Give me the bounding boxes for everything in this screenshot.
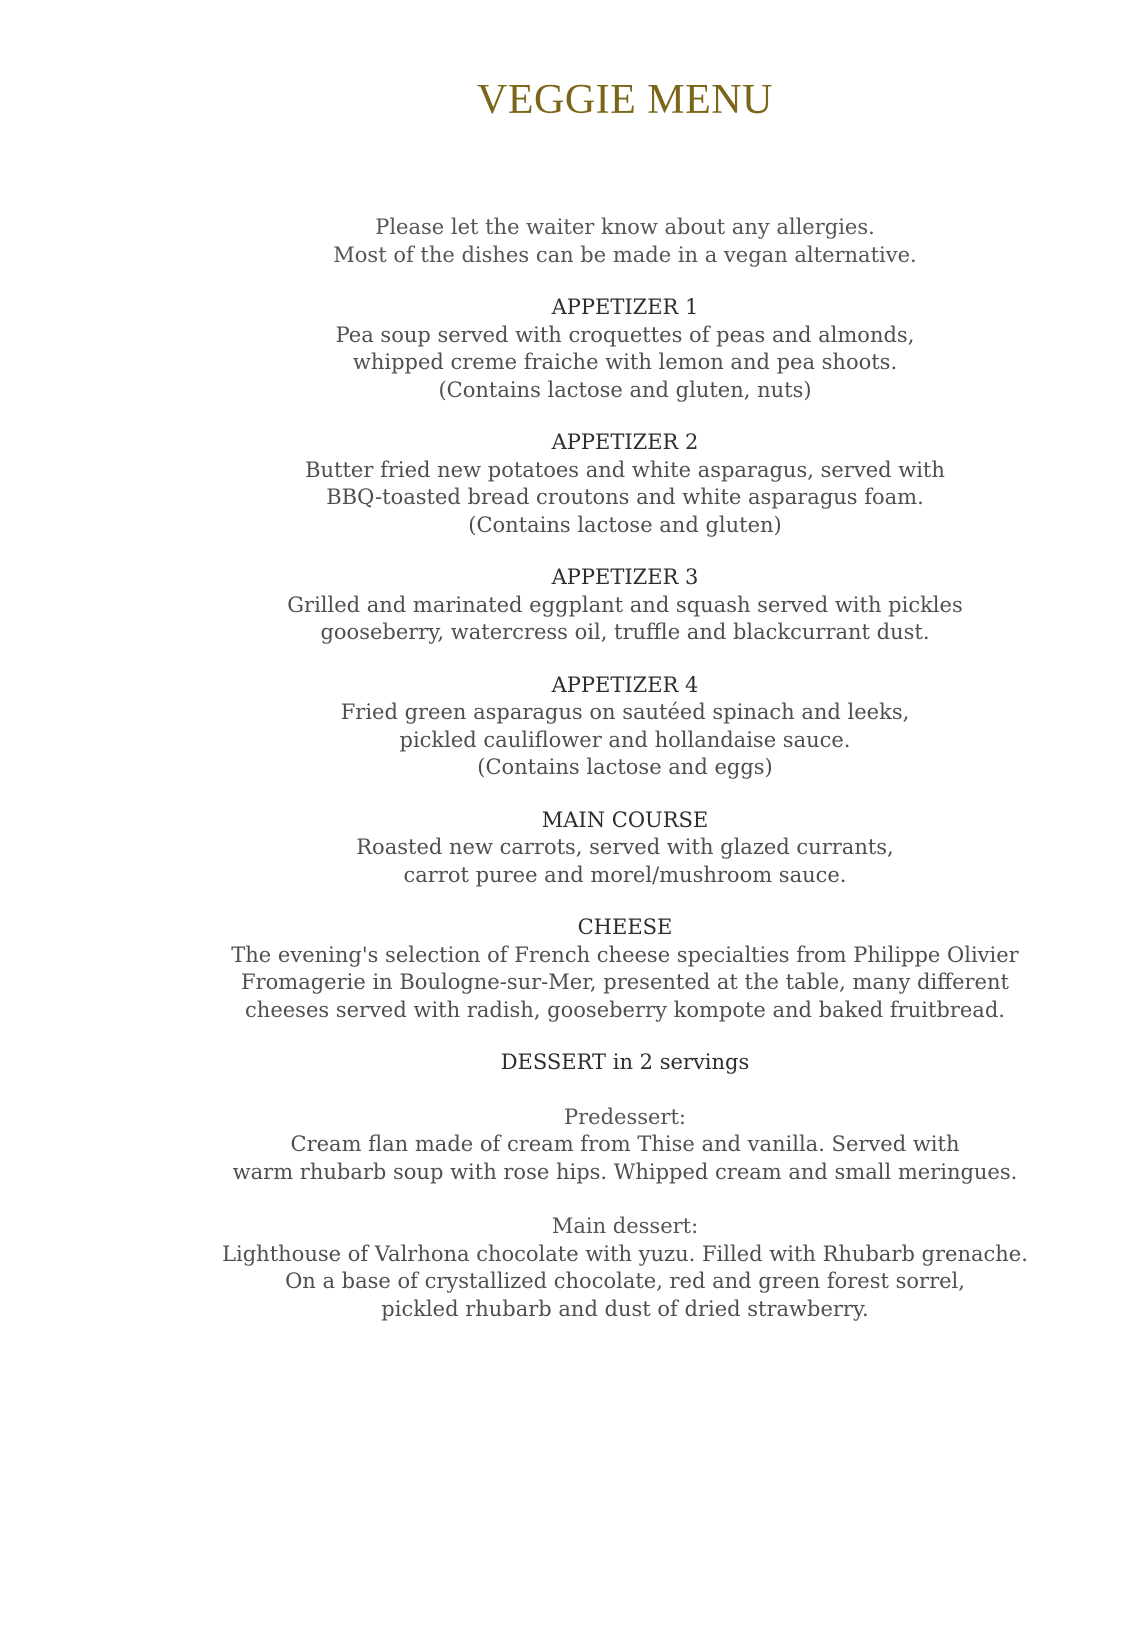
intro-line: Please let the waiter know about any allergies. bbox=[375, 215, 875, 239]
section-heading: APPETIZER 3 bbox=[551, 565, 699, 589]
description-line: whipped creme fraiche with lemon and pea shoots. bbox=[352, 350, 898, 374]
description-line: On a base of crystallized chocolate, red and green forest sorrel, bbox=[285, 1269, 965, 1293]
description-line: cheeses served with radish, gooseberry kompote and baked fruitbread. bbox=[245, 997, 1005, 1022]
section-cheese bbox=[0, 914, 1125, 1024]
section-description bbox=[0, 834, 1125, 889]
section-description bbox=[0, 322, 1125, 405]
main-dessert-description bbox=[0, 1241, 1125, 1324]
menu-content bbox=[0, 214, 1125, 1350]
description-line: Grilled and marinated eggplant and squash served with pickles bbox=[287, 592, 963, 617]
description-line: warm rhubarb soup with rose hips. Whipped cream and small meringues. bbox=[232, 1159, 1018, 1184]
section-appetizer-2 bbox=[0, 429, 1125, 539]
section-heading: DESSERT in 2 servings bbox=[500, 1050, 750, 1074]
section-description bbox=[0, 457, 1125, 540]
description-line: pickled cauliflower and hollandaise sauce. bbox=[399, 727, 851, 752]
description-line: Cream flan made of cream from Thise and vanilla. Served with bbox=[290, 1132, 960, 1156]
description-line: Pea soup served with croquettes of peas and almonds, bbox=[335, 322, 915, 347]
description-line: carrot puree and morel/mushroom sauce. bbox=[403, 862, 847, 887]
section-description bbox=[0, 942, 1125, 1025]
main-dessert-block bbox=[0, 1213, 1125, 1323]
description-line: (Contains lactose and gluten, nuts) bbox=[438, 377, 812, 402]
description-line: Fromagerie in Boulogne-sur-Mer, presented at the table, many different bbox=[241, 970, 1009, 994]
description-line: BBQ-toasted bread croutons and white asparagus foam. bbox=[326, 485, 924, 509]
intro-line: Most of the dishes can be made in a vegan alternative. bbox=[333, 242, 917, 267]
intro-note bbox=[0, 214, 1125, 269]
section-heading: CHEESE bbox=[577, 915, 673, 939]
description-line: Butter fried new potatoes and white asparagus, served with bbox=[305, 457, 945, 482]
section-heading: APPETIZER 2 bbox=[551, 430, 699, 454]
description-line: gooseberry, watercress oil, truffle and blackcurrant dust. bbox=[320, 620, 930, 644]
description-line: pickled rhubarb and dust of dried strawberry. bbox=[381, 1296, 869, 1321]
predessert-label: Predessert: bbox=[563, 1104, 686, 1129]
section-heading: MAIN COURSE bbox=[541, 807, 709, 832]
description-line: Roasted new carrots, served with glazed currants, bbox=[356, 835, 894, 859]
section-description bbox=[0, 592, 1125, 647]
section-dessert bbox=[0, 1049, 1125, 1323]
description-line: (Contains lactose and gluten) bbox=[468, 512, 782, 537]
section-appetizer-4 bbox=[0, 672, 1125, 782]
section-heading: APPETIZER 1 bbox=[551, 295, 699, 319]
section-main-course bbox=[0, 807, 1125, 890]
description-line: Lighthouse of Valrhona chocolate with yuzu. Filled with Rhubarb grenache. bbox=[222, 1241, 1028, 1266]
section-heading: APPETIZER 4 bbox=[551, 672, 699, 697]
main-dessert-label: Main dessert: bbox=[551, 1214, 699, 1238]
section-description bbox=[0, 699, 1125, 782]
predessert-description bbox=[0, 1131, 1125, 1186]
predessert-block bbox=[0, 1104, 1125, 1187]
page-title: VEGGIE MENU bbox=[477, 77, 773, 123]
section-appetizer-3 bbox=[0, 564, 1125, 647]
description-line: Fried green asparagus on sautéed spinach and leeks, bbox=[340, 700, 910, 724]
description-line: The evening's selection of French cheese specialties from Philippe Olivier bbox=[231, 942, 1019, 967]
section-appetizer-1 bbox=[0, 294, 1125, 404]
description-line: (Contains lactose and eggs) bbox=[477, 755, 773, 779]
